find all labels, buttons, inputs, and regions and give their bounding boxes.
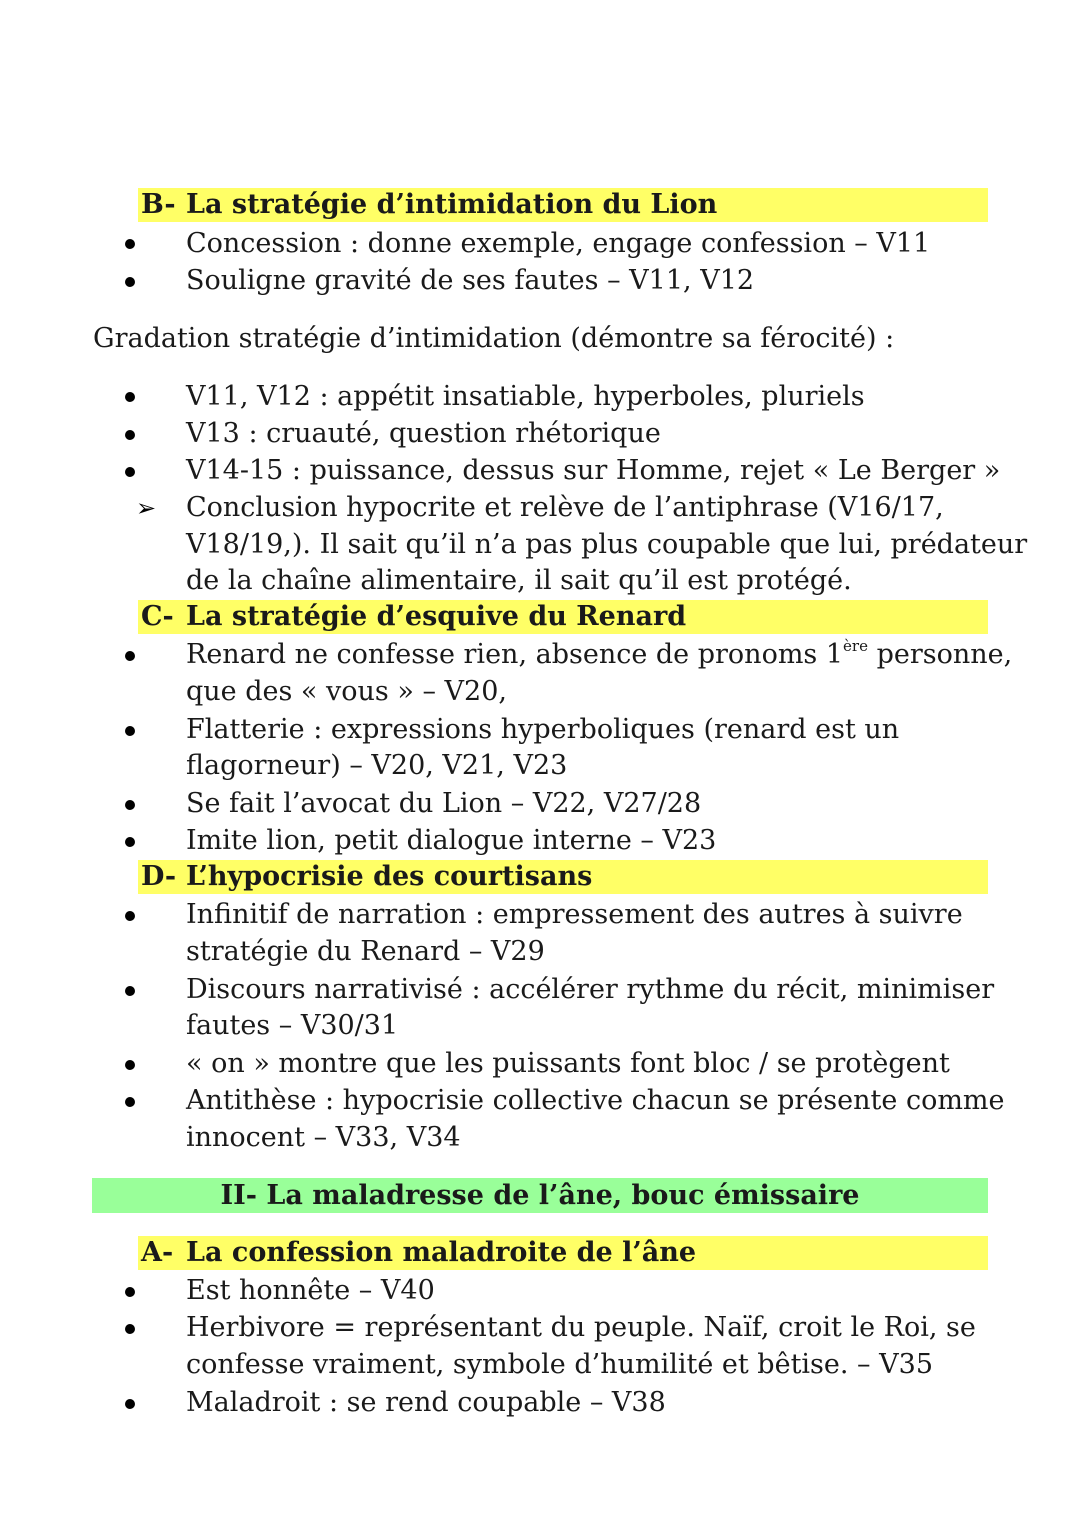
heading-section-b bbox=[138, 188, 988, 222]
list-item-continuation: innocent – V33, V34 bbox=[186, 1122, 461, 1153]
list-item-continuation: fautes – V30/31 bbox=[186, 1010, 399, 1041]
heading-title: La stratégie d’esquive du Renard bbox=[186, 601, 687, 632]
heading-title: La stratégie d’intimidation du Lion bbox=[186, 189, 718, 220]
bullet-icon bbox=[125, 430, 135, 440]
list-item: « on » montre que les puissants font bloc / se protègent bbox=[186, 1048, 950, 1079]
list-item: Imite lion, petit dialogue interne – V23 bbox=[186, 825, 717, 856]
list-item-continuation: flagorneur) – V20, V21, V23 bbox=[186, 750, 568, 781]
list-item: Herbivore = représentant du peuple. Naïf, croit le Roi, se bbox=[186, 1312, 976, 1343]
list-item: Flatterie : expressions hyperboliques (renard est un bbox=[186, 714, 900, 745]
part-ii-heading: II- La maladresse de l’âne, bouc émissaire bbox=[92, 1178, 988, 1213]
list-item: V13 : cruauté, question rhétorique bbox=[186, 418, 661, 449]
bullet-icon bbox=[125, 1399, 135, 1409]
heading-section-a bbox=[138, 1236, 988, 1270]
heading-letter: D- bbox=[141, 861, 177, 892]
heading-letter: B- bbox=[141, 189, 176, 220]
bullet-icon bbox=[125, 467, 135, 477]
bullet-icon bbox=[125, 911, 135, 921]
list-item: Antithèse : hypocrisie collective chacun se présente comme bbox=[186, 1085, 1005, 1116]
bullet-icon bbox=[125, 726, 135, 736]
bullet-icon bbox=[125, 800, 135, 810]
bullet-icon bbox=[125, 392, 135, 402]
list-item: Concession : donne exemple, engage confession – V11 bbox=[186, 228, 931, 259]
heading-section-d bbox=[138, 860, 988, 894]
bullet-icon bbox=[125, 1324, 135, 1334]
list-item: Infinitif de narration : empressement des autres à suivre bbox=[186, 899, 963, 930]
conclusion-line: V18/19,). Il sait qu’il n’a pas plus coupable que lui, prédateur bbox=[186, 529, 1028, 560]
bullet-icon bbox=[125, 837, 135, 847]
list-item: Souligne gravité de ses fautes – V11, V12 bbox=[186, 265, 755, 296]
bullet-icon bbox=[125, 986, 135, 996]
heading-section-c bbox=[138, 600, 988, 634]
list-item-text: Renard ne confesse rien, absence de pronoms 1 bbox=[186, 639, 844, 670]
bullet-icon bbox=[125, 1287, 135, 1297]
bullet-icon bbox=[125, 651, 135, 661]
bullet-icon bbox=[125, 277, 135, 287]
bullet-icon bbox=[125, 1060, 135, 1070]
list-item: Maladroit : se rend coupable – V38 bbox=[186, 1387, 666, 1418]
list-item: Se fait l’avocat du Lion – V22, V27/28 bbox=[186, 788, 702, 819]
conclusion-line: de la chaîne alimentaire, il sait qu’il est protégé. bbox=[186, 565, 852, 596]
list-item-text: personne, bbox=[867, 639, 1013, 670]
superscript: ère bbox=[843, 637, 868, 655]
heading-title: L’hypocrisie des courtisans bbox=[186, 861, 593, 892]
list-item-continuation: que des « vous » – V20, bbox=[186, 676, 507, 707]
bullet-icon bbox=[125, 1097, 135, 1107]
conclusion-line: Conclusion hypocrite et relève de l’antiphrase (V16/17, bbox=[186, 492, 944, 523]
bullet-icon bbox=[125, 239, 135, 249]
list-item-continuation: confesse vraiment, symbole d’humilité et bêtise. – V35 bbox=[186, 1349, 933, 1380]
gradation-intro: Gradation stratégie d’intimidation (démontre sa férocité) : bbox=[93, 323, 895, 354]
list-item-continuation: stratégie du Renard – V29 bbox=[186, 936, 545, 967]
list-item: V14-15 : puissance, dessus sur Homme, rejet « Le Berger » bbox=[186, 455, 1001, 486]
list-item: Est honnête – V40 bbox=[186, 1275, 435, 1306]
list-item bbox=[186, 637, 1012, 673]
list-item: Discours narrativisé : accélérer rythme du récit, minimiser bbox=[186, 974, 995, 1005]
heading-letter: C- bbox=[141, 601, 174, 632]
heading-title: La confession maladroite de l’âne bbox=[186, 1237, 697, 1268]
heading-letter: A- bbox=[141, 1237, 174, 1268]
arrow-bullet-icon: ➢ bbox=[136, 494, 157, 522]
list-item: V11, V12 : appétit insatiable, hyperboles, pluriels bbox=[186, 381, 865, 412]
